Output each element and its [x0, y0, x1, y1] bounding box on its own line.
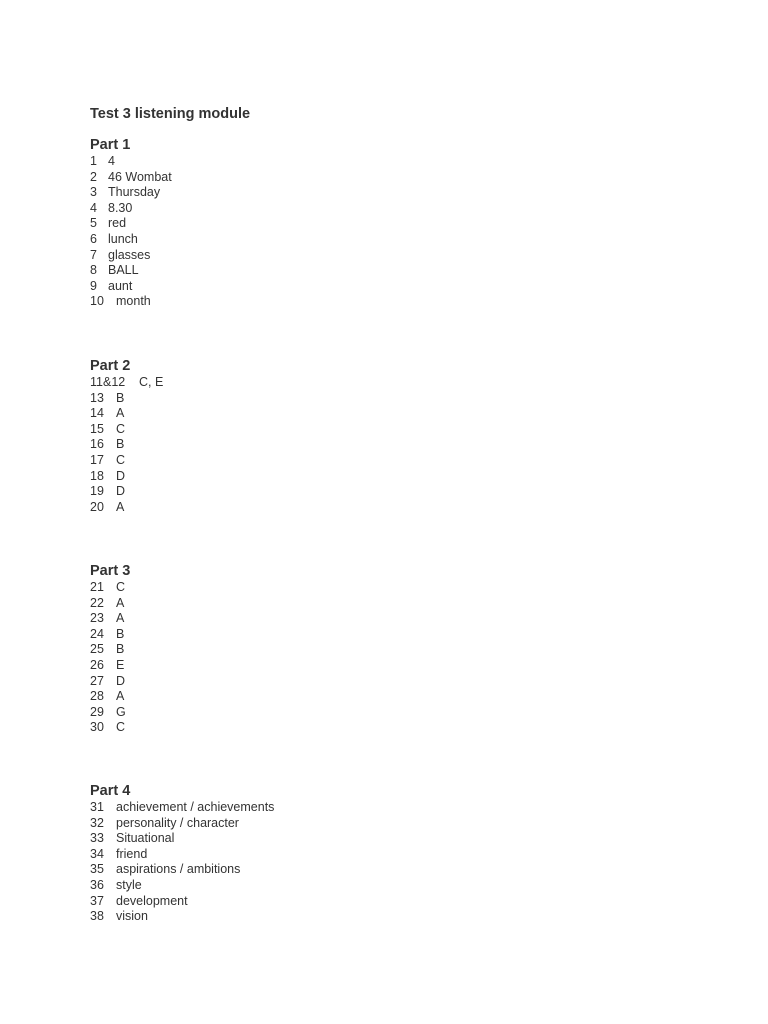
answer-row [90, 642, 130, 658]
answer-text: A [116, 611, 125, 626]
answer-text: B [116, 626, 125, 641]
answer-text: aunt [108, 278, 133, 293]
answer-text: style [116, 877, 142, 892]
answer-row [90, 909, 274, 925]
answer-text: red [108, 216, 127, 231]
question-number: 31 [90, 800, 104, 814]
answer-text: BALL [108, 263, 139, 278]
answer-text: B [116, 642, 125, 657]
answer-row [90, 453, 163, 469]
question-number: 29 [90, 704, 104, 719]
answer-text: A [116, 406, 125, 421]
answer-text: vision [116, 909, 148, 924]
answer-text: D [116, 484, 126, 499]
part-2-section [90, 357, 163, 515]
question-number: 34 [90, 846, 104, 861]
question-number: 33 [90, 831, 104, 846]
question-number: 1 [90, 154, 97, 168]
answer-text: A [116, 595, 125, 610]
answer-row [90, 500, 163, 516]
answer-list [90, 154, 172, 310]
answer-text: C, E [139, 375, 164, 389]
question-number: 22 [90, 595, 104, 610]
answer-row [90, 263, 172, 279]
question-number: 11&12 [90, 375, 126, 389]
answer-text: C [116, 580, 126, 594]
answer-row [90, 878, 274, 894]
answer-row [90, 279, 172, 295]
question-number: 15 [90, 421, 104, 436]
answer-row [90, 216, 172, 232]
question-number: 13 [90, 390, 104, 405]
answer-text: 8.30 [108, 200, 133, 215]
answer-row [90, 294, 172, 310]
answer-text: friend [116, 846, 148, 861]
question-number: 20 [90, 499, 104, 514]
answer-row [90, 816, 274, 832]
answer-row [90, 375, 163, 391]
answer-text: G [116, 704, 126, 719]
answer-text: D [116, 468, 126, 483]
question-number: 3 [90, 185, 97, 200]
question-number: 18 [90, 468, 104, 483]
part-heading: Part 1 [90, 137, 131, 153]
part-3-section [90, 562, 130, 736]
part-4-section [90, 782, 274, 925]
part-heading: Part 2 [90, 358, 131, 374]
question-number: 8 [90, 263, 97, 278]
question-number: 37 [90, 893, 104, 908]
question-number: 30 [90, 720, 104, 735]
question-number: 28 [90, 689, 104, 704]
answer-text: development [116, 893, 188, 908]
answer-row [90, 847, 274, 863]
answer-text: C [116, 452, 126, 467]
part-1-section [90, 136, 172, 310]
question-number: 24 [90, 626, 104, 641]
answer-text: achievement / achievements [116, 800, 275, 814]
answer-row [90, 580, 130, 596]
question-number: 4 [90, 200, 97, 215]
answer-row [90, 391, 163, 407]
question-number: 23 [90, 611, 104, 626]
answer-row [90, 720, 130, 736]
answer-text: D [116, 673, 126, 688]
answer-text: Thursday [108, 185, 161, 200]
answer-row [90, 248, 172, 264]
answer-row [90, 185, 172, 201]
question-number: 25 [90, 642, 104, 657]
answer-row [90, 705, 130, 721]
answer-text: C [116, 421, 126, 436]
answer-text: E [116, 657, 125, 672]
question-number: 17 [90, 452, 104, 467]
answer-row [90, 689, 130, 705]
answer-text: C [116, 720, 126, 735]
answer-row [90, 862, 274, 878]
question-number: 38 [90, 909, 104, 924]
question-number: 36 [90, 877, 104, 892]
question-number: 32 [90, 815, 104, 830]
answer-row [90, 484, 163, 500]
question-number: 9 [90, 278, 97, 293]
answer-text: Situational [116, 831, 175, 846]
part-heading: Part 4 [90, 783, 131, 799]
answer-row [90, 406, 163, 422]
part-heading: Part 3 [90, 563, 131, 579]
answer-list [90, 375, 163, 515]
answer-text: month [116, 294, 151, 309]
question-number: 6 [90, 231, 97, 246]
answer-text: aspirations / ambitions [116, 862, 241, 877]
answer-row [90, 201, 172, 217]
question-number: 19 [90, 484, 104, 499]
answer-row [90, 437, 163, 453]
answer-row [90, 154, 172, 170]
question-number: 27 [90, 673, 104, 688]
answer-row [90, 422, 163, 438]
answer-row [90, 232, 172, 248]
document-title: Test 3 listening module [90, 106, 251, 122]
answer-text: lunch [108, 231, 138, 246]
answer-row [90, 674, 130, 690]
answer-text: glasses [108, 247, 151, 262]
question-number: 14 [90, 406, 104, 421]
answer-row [90, 894, 274, 910]
answer-row [90, 611, 130, 627]
question-number: 26 [90, 657, 104, 672]
answer-list [90, 580, 130, 736]
answer-row [90, 658, 130, 674]
answer-row [90, 596, 130, 612]
question-number: 16 [90, 437, 104, 452]
answer-text: B [116, 390, 125, 405]
question-number: 10 [90, 294, 104, 309]
answer-row [90, 831, 274, 847]
answer-list [90, 800, 274, 925]
answer-row [90, 800, 274, 816]
answer-row [90, 627, 130, 643]
answer-text: personality / character [116, 815, 239, 830]
answer-text: 4 [108, 154, 115, 168]
answer-row [90, 170, 172, 186]
question-number: 21 [90, 580, 104, 594]
document-page [90, 104, 690, 924]
question-number: 2 [90, 169, 97, 184]
question-number: 5 [90, 216, 97, 231]
answer-text: B [116, 437, 125, 452]
answer-text: 46 Wombat [108, 169, 172, 184]
answer-text: A [116, 499, 125, 514]
question-number: 7 [90, 247, 97, 262]
answer-row [90, 469, 163, 485]
answer-text: A [116, 689, 125, 704]
question-number: 35 [90, 862, 104, 877]
